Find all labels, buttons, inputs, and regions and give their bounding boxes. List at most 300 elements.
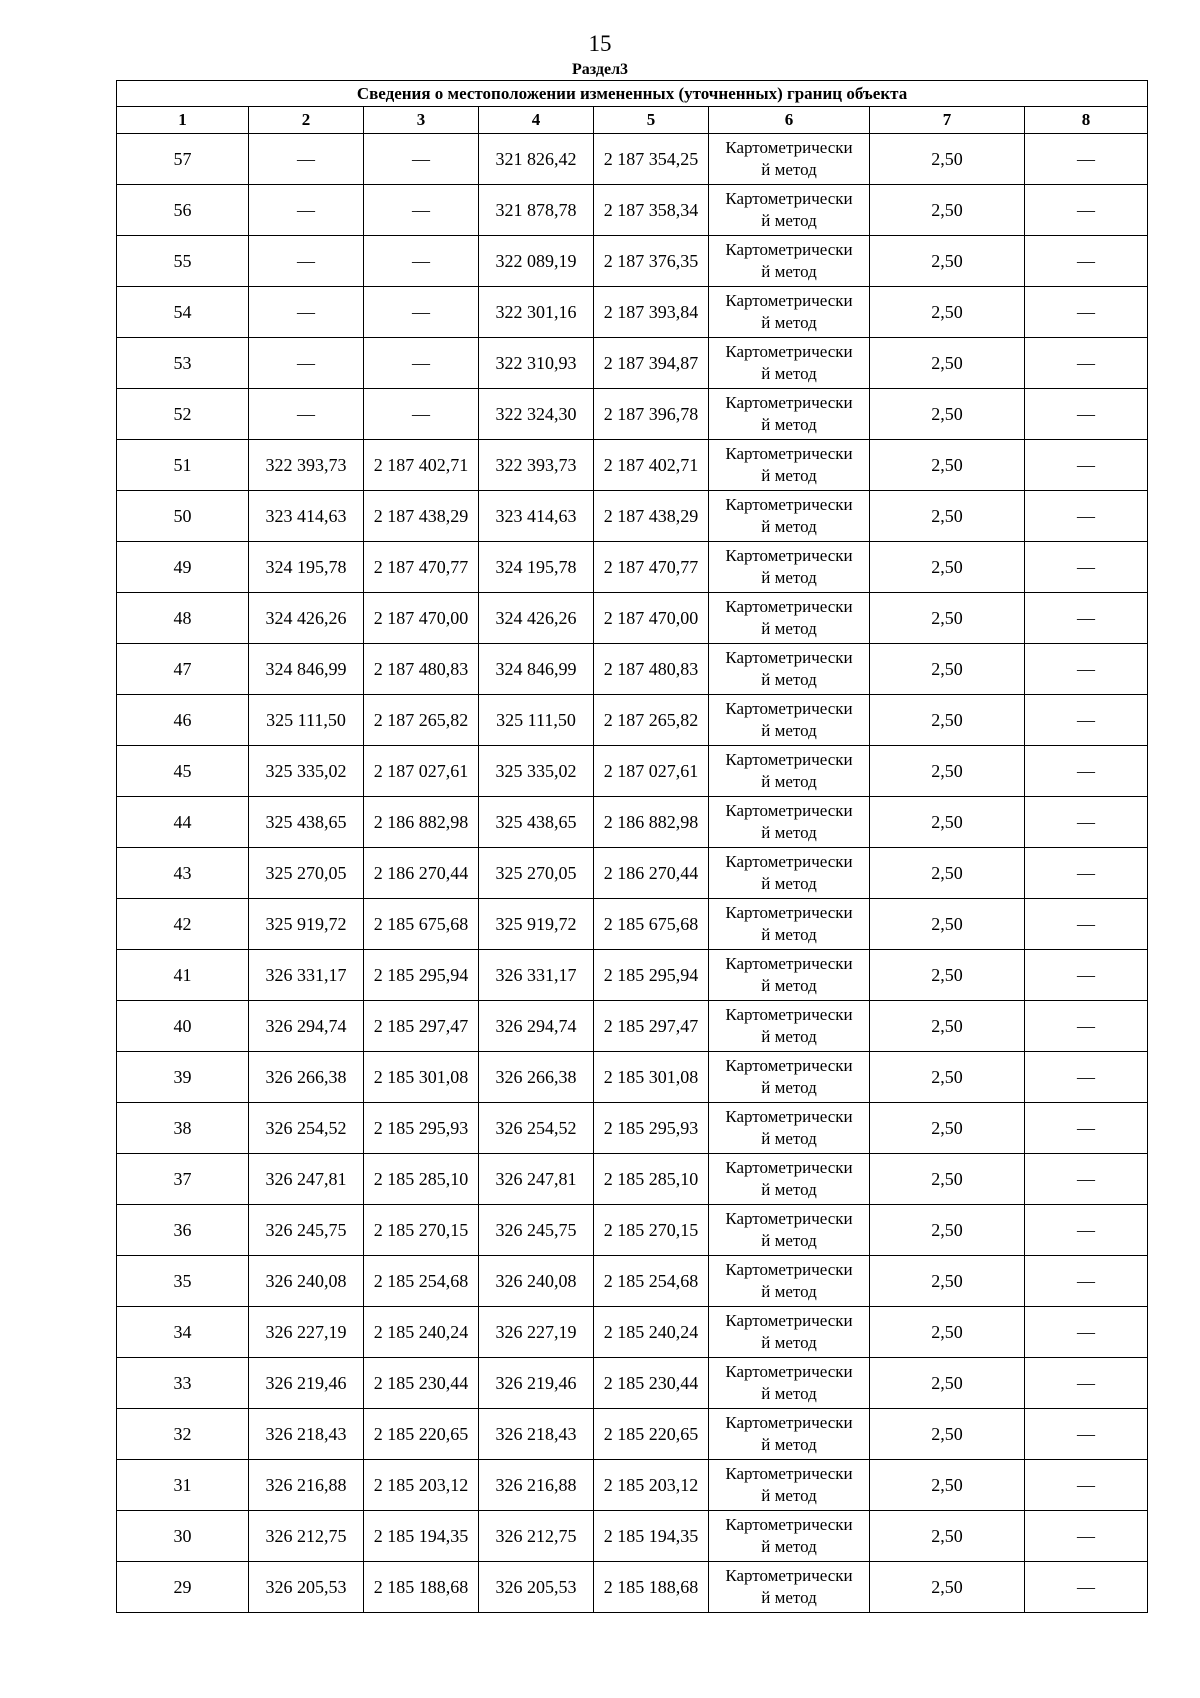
cell-old-y: 2 185 675,68 xyxy=(364,899,479,950)
cell-method xyxy=(709,1409,870,1460)
table-row xyxy=(117,950,1148,1001)
cell-new-y: 2 185 194,35 xyxy=(594,1511,709,1562)
cell-new-y: 2 187 354,25 xyxy=(594,134,709,185)
cell-old-x: — xyxy=(249,338,364,389)
cell-accuracy: 2,50 xyxy=(870,1562,1025,1613)
method-text-line: Картометрически xyxy=(725,1260,853,1279)
cell-new-y: 2 187 438,29 xyxy=(594,491,709,542)
cell-point-number: 33 xyxy=(117,1358,249,1409)
cell-accuracy: 2,50 xyxy=(870,1154,1025,1205)
cell-method xyxy=(709,1256,870,1307)
cell-method xyxy=(709,1562,870,1613)
cell-old-x: 326 218,43 xyxy=(249,1409,364,1460)
cell-point-number: 30 xyxy=(117,1511,249,1562)
cell-old-x: 326 227,19 xyxy=(249,1307,364,1358)
cell-old-y: — xyxy=(364,185,479,236)
method-text-line: й метод xyxy=(761,1333,817,1352)
column-number: 5 xyxy=(594,107,709,134)
cell-new-y: 2 185 301,08 xyxy=(594,1052,709,1103)
method-text-line: й метод xyxy=(761,1588,817,1607)
cell-note: — xyxy=(1025,542,1148,593)
method-text-line: й метод xyxy=(761,1129,817,1148)
cell-note: — xyxy=(1025,1256,1148,1307)
cell-point-number: 45 xyxy=(117,746,249,797)
cell-old-x: 326 254,52 xyxy=(249,1103,364,1154)
cell-point-number: 41 xyxy=(117,950,249,1001)
cell-old-x: — xyxy=(249,287,364,338)
table-row xyxy=(117,848,1148,899)
method-text-line: й метод xyxy=(761,670,817,689)
column-number: 3 xyxy=(364,107,479,134)
cell-note: — xyxy=(1025,338,1148,389)
cell-note: — xyxy=(1025,1358,1148,1409)
cell-point-number: 49 xyxy=(117,542,249,593)
cell-note: — xyxy=(1025,1460,1148,1511)
cell-method xyxy=(709,440,870,491)
cell-old-y: 2 185 295,94 xyxy=(364,950,479,1001)
cell-note: — xyxy=(1025,746,1148,797)
cell-accuracy: 2,50 xyxy=(870,899,1025,950)
cell-accuracy: 2,50 xyxy=(870,848,1025,899)
cell-new-x: 326 219,46 xyxy=(479,1358,594,1409)
method-text-line: й метод xyxy=(761,1027,817,1046)
method-text-line: Картометрически xyxy=(725,138,853,157)
method-text-line: й метод xyxy=(761,466,817,485)
method-text-line: Картометрически xyxy=(725,801,853,820)
cell-new-y: 2 187 402,71 xyxy=(594,440,709,491)
cell-old-x: 325 270,05 xyxy=(249,848,364,899)
cell-old-x: 326 216,88 xyxy=(249,1460,364,1511)
cell-new-y: 2 186 882,98 xyxy=(594,797,709,848)
cell-old-y: 2 185 203,12 xyxy=(364,1460,479,1511)
cell-point-number: 48 xyxy=(117,593,249,644)
cell-method xyxy=(709,491,870,542)
method-text-line: Картометрически xyxy=(725,954,853,973)
cell-point-number: 50 xyxy=(117,491,249,542)
table-row xyxy=(117,797,1148,848)
cell-note: — xyxy=(1025,287,1148,338)
method-text-line: Картометрически xyxy=(725,189,853,208)
cell-new-x: 325 919,72 xyxy=(479,899,594,950)
column-number: 1 xyxy=(117,107,249,134)
cell-accuracy: 2,50 xyxy=(870,1460,1025,1511)
cell-note: — xyxy=(1025,1001,1148,1052)
cell-accuracy: 2,50 xyxy=(870,440,1025,491)
cell-point-number: 40 xyxy=(117,1001,249,1052)
cell-point-number: 36 xyxy=(117,1205,249,1256)
cell-old-x: — xyxy=(249,389,364,440)
cell-new-x: 326 245,75 xyxy=(479,1205,594,1256)
column-number: 2 xyxy=(249,107,364,134)
cell-old-x: 326 212,75 xyxy=(249,1511,364,1562)
cell-point-number: 43 xyxy=(117,848,249,899)
method-text-line: й метод xyxy=(761,874,817,893)
method-text-line: й метод xyxy=(761,517,817,536)
method-text-line: Картометрически xyxy=(725,1362,853,1381)
cell-new-y: 2 187 470,00 xyxy=(594,593,709,644)
cell-method xyxy=(709,899,870,950)
cell-old-y: 2 187 470,00 xyxy=(364,593,479,644)
method-text-line: Картометрически xyxy=(725,597,853,616)
cell-old-x: 326 245,75 xyxy=(249,1205,364,1256)
cell-note: — xyxy=(1025,848,1148,899)
cell-method xyxy=(709,338,870,389)
cell-note: — xyxy=(1025,236,1148,287)
table-row xyxy=(117,1409,1148,1460)
cell-new-y: 2 187 358,34 xyxy=(594,185,709,236)
method-text-line: й метод xyxy=(761,364,817,383)
cell-old-x: 325 111,50 xyxy=(249,695,364,746)
column-number: 7 xyxy=(870,107,1025,134)
method-text-line: й метод xyxy=(761,313,817,332)
method-text-line: й метод xyxy=(761,976,817,995)
table-caption: Сведения о местоположении измененных (уточненных) границ объекта xyxy=(117,81,1148,107)
cell-point-number: 39 xyxy=(117,1052,249,1103)
cell-accuracy: 2,50 xyxy=(870,1001,1025,1052)
cell-new-x: 321 826,42 xyxy=(479,134,594,185)
cell-method xyxy=(709,797,870,848)
cell-note: — xyxy=(1025,950,1148,1001)
method-text-line: Картометрически xyxy=(725,648,853,667)
cell-point-number: 29 xyxy=(117,1562,249,1613)
cell-old-x: 325 919,72 xyxy=(249,899,364,950)
cell-old-x: 326 247,81 xyxy=(249,1154,364,1205)
cell-new-y: 2 187 393,84 xyxy=(594,287,709,338)
method-text-line: й метод xyxy=(761,415,817,434)
cell-accuracy: 2,50 xyxy=(870,389,1025,440)
cell-new-y: 2 187 480,83 xyxy=(594,644,709,695)
cell-new-x: 325 335,02 xyxy=(479,746,594,797)
cell-new-y: 2 185 230,44 xyxy=(594,1358,709,1409)
cell-point-number: 34 xyxy=(117,1307,249,1358)
method-text-line: Картометрически xyxy=(725,1413,853,1432)
cell-note: — xyxy=(1025,1052,1148,1103)
cell-old-y: 2 185 188,68 xyxy=(364,1562,479,1613)
cell-new-x: 324 426,26 xyxy=(479,593,594,644)
cell-new-y: 2 185 295,94 xyxy=(594,950,709,1001)
table-row xyxy=(117,1307,1148,1358)
cell-new-y: 2 185 295,93 xyxy=(594,1103,709,1154)
method-text-line: Картометрически xyxy=(725,1056,853,1075)
cell-accuracy: 2,50 xyxy=(870,134,1025,185)
cell-old-x: — xyxy=(249,236,364,287)
cell-new-y: 2 187 470,77 xyxy=(594,542,709,593)
cell-old-y: 2 187 027,61 xyxy=(364,746,479,797)
table-row xyxy=(117,1052,1148,1103)
cell-method xyxy=(709,134,870,185)
cell-new-x: 322 310,93 xyxy=(479,338,594,389)
method-text-line: Картометрически xyxy=(725,852,853,871)
table-row xyxy=(117,185,1148,236)
coordinates-table xyxy=(116,80,1148,1613)
cell-note: — xyxy=(1025,797,1148,848)
cell-method xyxy=(709,746,870,797)
cell-point-number: 51 xyxy=(117,440,249,491)
cell-point-number: 44 xyxy=(117,797,249,848)
method-text-line: Картометрически xyxy=(725,240,853,259)
cell-new-y: 2 187 376,35 xyxy=(594,236,709,287)
cell-old-y: 2 185 301,08 xyxy=(364,1052,479,1103)
table-row xyxy=(117,389,1148,440)
method-text-line: й метод xyxy=(761,1078,817,1097)
method-text-line: й метод xyxy=(761,823,817,842)
method-text-line: й метод xyxy=(761,619,817,638)
cell-old-y: 2 185 297,47 xyxy=(364,1001,479,1052)
cell-point-number: 55 xyxy=(117,236,249,287)
cell-accuracy: 2,50 xyxy=(870,1256,1025,1307)
cell-new-y: 2 185 188,68 xyxy=(594,1562,709,1613)
cell-note: — xyxy=(1025,134,1148,185)
cell-old-x: 322 393,73 xyxy=(249,440,364,491)
cell-accuracy: 2,50 xyxy=(870,1103,1025,1154)
cell-new-x: 322 089,19 xyxy=(479,236,594,287)
method-text-line: Картометрически xyxy=(725,1515,853,1534)
cell-method xyxy=(709,1307,870,1358)
cell-point-number: 56 xyxy=(117,185,249,236)
method-text-line: й метод xyxy=(761,568,817,587)
method-text-line: Картометрически xyxy=(725,495,853,514)
method-text-line: й метод xyxy=(761,1435,817,1454)
cell-note: — xyxy=(1025,1205,1148,1256)
cell-new-y: 2 186 270,44 xyxy=(594,848,709,899)
cell-accuracy: 2,50 xyxy=(870,695,1025,746)
cell-point-number: 42 xyxy=(117,899,249,950)
cell-old-y: 2 185 220,65 xyxy=(364,1409,479,1460)
table-row xyxy=(117,695,1148,746)
cell-new-y: 2 185 203,12 xyxy=(594,1460,709,1511)
method-text-line: й метод xyxy=(761,160,817,179)
cell-old-y: 2 187 402,71 xyxy=(364,440,479,491)
cell-old-x: 324 426,26 xyxy=(249,593,364,644)
cell-old-y: 2 185 285,10 xyxy=(364,1154,479,1205)
method-text-line: Картометрически xyxy=(725,1107,853,1126)
table-row xyxy=(117,644,1148,695)
cell-accuracy: 2,50 xyxy=(870,338,1025,389)
cell-new-x: 326 331,17 xyxy=(479,950,594,1001)
cell-accuracy: 2,50 xyxy=(870,1511,1025,1562)
table-row xyxy=(117,1562,1148,1613)
cell-new-y: 2 185 285,10 xyxy=(594,1154,709,1205)
cell-point-number: 46 xyxy=(117,695,249,746)
method-text-line: Картометрически xyxy=(725,546,853,565)
method-text-line: й метод xyxy=(761,262,817,281)
cell-new-x: 325 270,05 xyxy=(479,848,594,899)
cell-note: — xyxy=(1025,1409,1148,1460)
cell-old-x: 326 294,74 xyxy=(249,1001,364,1052)
cell-old-x: 323 414,63 xyxy=(249,491,364,542)
cell-new-y: 2 185 297,47 xyxy=(594,1001,709,1052)
table-row xyxy=(117,1256,1148,1307)
cell-method xyxy=(709,848,870,899)
method-text-line: й метод xyxy=(761,1180,817,1199)
cell-new-x: 324 846,99 xyxy=(479,644,594,695)
cell-old-x: 324 195,78 xyxy=(249,542,364,593)
cell-old-y: — xyxy=(364,134,479,185)
cell-old-y: 2 185 230,44 xyxy=(364,1358,479,1409)
method-text-line: й метод xyxy=(761,1537,817,1556)
cell-note: — xyxy=(1025,1511,1148,1562)
cell-method xyxy=(709,695,870,746)
cell-method xyxy=(709,1001,870,1052)
cell-new-x: 326 266,38 xyxy=(479,1052,594,1103)
cell-old-y: 2 186 882,98 xyxy=(364,797,479,848)
column-number-row xyxy=(117,107,1148,134)
cell-old-x: — xyxy=(249,134,364,185)
method-text-line: Картометрически xyxy=(725,291,853,310)
cell-accuracy: 2,50 xyxy=(870,1409,1025,1460)
cell-note: — xyxy=(1025,1103,1148,1154)
cell-point-number: 32 xyxy=(117,1409,249,1460)
cell-new-x: 326 254,52 xyxy=(479,1103,594,1154)
table-row xyxy=(117,899,1148,950)
cell-method xyxy=(709,1103,870,1154)
cell-old-y: — xyxy=(364,338,479,389)
cell-accuracy: 2,50 xyxy=(870,1205,1025,1256)
cell-note: — xyxy=(1025,695,1148,746)
cell-old-x: 326 205,53 xyxy=(249,1562,364,1613)
cell-accuracy: 2,50 xyxy=(870,1052,1025,1103)
cell-old-x: 326 331,17 xyxy=(249,950,364,1001)
cell-accuracy: 2,50 xyxy=(870,644,1025,695)
cell-accuracy: 2,50 xyxy=(870,542,1025,593)
cell-method xyxy=(709,236,870,287)
method-text-line: й метод xyxy=(761,925,817,944)
method-text-line: Картометрически xyxy=(725,393,853,412)
cell-old-y: 2 187 480,83 xyxy=(364,644,479,695)
cell-new-y: 2 185 254,68 xyxy=(594,1256,709,1307)
cell-note: — xyxy=(1025,389,1148,440)
cell-point-number: 37 xyxy=(117,1154,249,1205)
cell-accuracy: 2,50 xyxy=(870,1358,1025,1409)
column-number: 6 xyxy=(709,107,870,134)
cell-method xyxy=(709,185,870,236)
cell-new-x: 326 227,19 xyxy=(479,1307,594,1358)
cell-old-x: 325 335,02 xyxy=(249,746,364,797)
section-title: Раздел3 xyxy=(571,61,629,78)
cell-new-y: 2 185 270,15 xyxy=(594,1205,709,1256)
cell-old-x: 326 266,38 xyxy=(249,1052,364,1103)
cell-accuracy: 2,50 xyxy=(870,185,1025,236)
method-text-line: й метод xyxy=(761,1231,817,1250)
cell-point-number: 35 xyxy=(117,1256,249,1307)
cell-note: — xyxy=(1025,1562,1148,1613)
cell-accuracy: 2,50 xyxy=(870,491,1025,542)
cell-method xyxy=(709,593,870,644)
method-text-line: Картометрически xyxy=(725,342,853,361)
cell-new-x: 325 111,50 xyxy=(479,695,594,746)
cell-new-y: 2 187 027,61 xyxy=(594,746,709,797)
cell-method xyxy=(709,1460,870,1511)
cell-point-number: 54 xyxy=(117,287,249,338)
table-row xyxy=(117,1154,1148,1205)
cell-note: — xyxy=(1025,1154,1148,1205)
cell-method xyxy=(709,542,870,593)
cell-new-x: 326 212,75 xyxy=(479,1511,594,1562)
method-text-line: Картометрически xyxy=(725,903,853,922)
cell-method xyxy=(709,1205,870,1256)
method-text-line: й метод xyxy=(761,772,817,791)
cell-accuracy: 2,50 xyxy=(870,950,1025,1001)
table-row xyxy=(117,1358,1148,1409)
method-text-line: й метод xyxy=(761,211,817,230)
cell-point-number: 31 xyxy=(117,1460,249,1511)
cell-new-y: 2 185 675,68 xyxy=(594,899,709,950)
cell-note: — xyxy=(1025,440,1148,491)
cell-new-y: 2 185 240,24 xyxy=(594,1307,709,1358)
table-row xyxy=(117,440,1148,491)
cell-method xyxy=(709,1358,870,1409)
cell-point-number: 53 xyxy=(117,338,249,389)
cell-new-y: 2 185 220,65 xyxy=(594,1409,709,1460)
cell-method xyxy=(709,1052,870,1103)
method-text-line: Картометрически xyxy=(725,444,853,463)
cell-new-x: 322 393,73 xyxy=(479,440,594,491)
cell-method xyxy=(709,389,870,440)
cell-new-x: 325 438,65 xyxy=(479,797,594,848)
table-row xyxy=(117,593,1148,644)
table-row xyxy=(117,542,1148,593)
cell-note: — xyxy=(1025,1307,1148,1358)
cell-method xyxy=(709,950,870,1001)
cell-old-y: 2 187 470,77 xyxy=(364,542,479,593)
method-text-line: й метод xyxy=(761,1282,817,1301)
table-row xyxy=(117,1460,1148,1511)
cell-old-y: 2 187 438,29 xyxy=(364,491,479,542)
cell-old-y: 2 187 265,82 xyxy=(364,695,479,746)
column-number: 8 xyxy=(1025,107,1148,134)
cell-new-x: 326 218,43 xyxy=(479,1409,594,1460)
method-text-line: й метод xyxy=(761,1486,817,1505)
cell-accuracy: 2,50 xyxy=(870,797,1025,848)
table-row xyxy=(117,338,1148,389)
cell-point-number: 57 xyxy=(117,134,249,185)
table-row xyxy=(117,1103,1148,1154)
table-row xyxy=(117,491,1148,542)
cell-old-x: 325 438,65 xyxy=(249,797,364,848)
cell-old-x: 324 846,99 xyxy=(249,644,364,695)
cell-new-x: 326 247,81 xyxy=(479,1154,594,1205)
table-row xyxy=(117,1001,1148,1052)
page-number: 15 xyxy=(588,31,612,56)
cell-new-x: 326 216,88 xyxy=(479,1460,594,1511)
table-row xyxy=(117,1511,1148,1562)
cell-accuracy: 2,50 xyxy=(870,236,1025,287)
cell-old-y: 2 185 254,68 xyxy=(364,1256,479,1307)
cell-method xyxy=(709,644,870,695)
method-text-line: Картометрически xyxy=(725,1464,853,1483)
method-text-line: Картометрически xyxy=(725,1209,853,1228)
cell-old-x: 326 240,08 xyxy=(249,1256,364,1307)
cell-new-x: 326 240,08 xyxy=(479,1256,594,1307)
cell-note: — xyxy=(1025,644,1148,695)
cell-note: — xyxy=(1025,491,1148,542)
cell-accuracy: 2,50 xyxy=(870,746,1025,797)
method-text-line: Картометрически xyxy=(725,1005,853,1024)
cell-new-x: 321 878,78 xyxy=(479,185,594,236)
cell-point-number: 47 xyxy=(117,644,249,695)
cell-accuracy: 2,50 xyxy=(870,593,1025,644)
cell-old-y: 2 185 295,93 xyxy=(364,1103,479,1154)
table-row xyxy=(117,287,1148,338)
cell-accuracy: 2,50 xyxy=(870,287,1025,338)
method-text-line: Картометрически xyxy=(725,1158,853,1177)
cell-point-number: 52 xyxy=(117,389,249,440)
cell-new-x: 322 324,30 xyxy=(479,389,594,440)
cell-old-y: 2 185 194,35 xyxy=(364,1511,479,1562)
cell-method xyxy=(709,1154,870,1205)
cell-point-number: 38 xyxy=(117,1103,249,1154)
cell-note: — xyxy=(1025,593,1148,644)
